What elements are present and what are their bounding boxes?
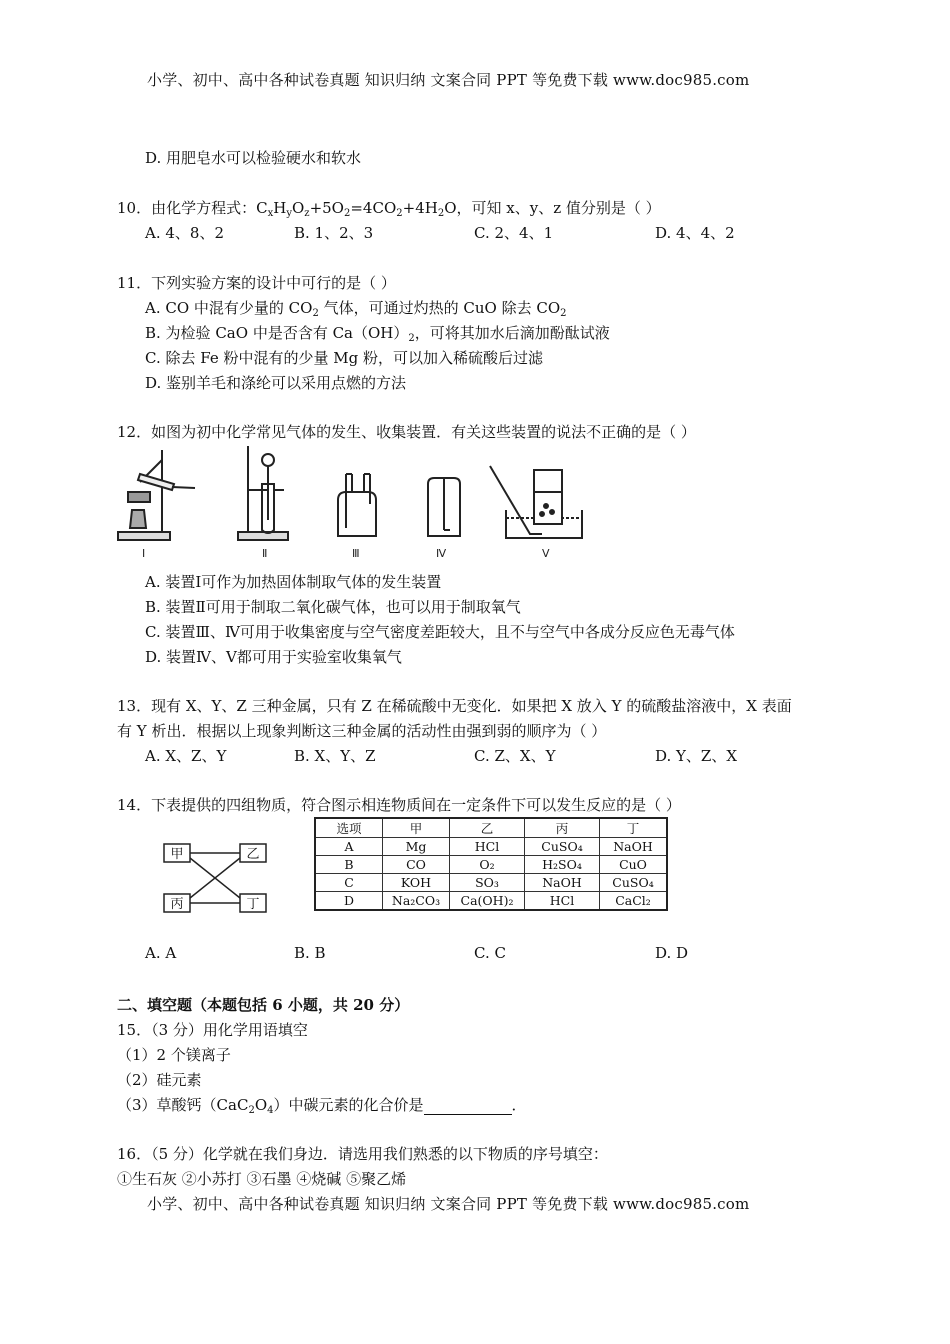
- table-cell: KOH: [383, 874, 450, 892]
- apparatus-ii-icon: [238, 446, 288, 540]
- page-header: 小学、初中、高中各种试卷真题 知识归纳 文案合同 PPT 等免费下载 www.doc985.com: [147, 71, 750, 89]
- q14-option-c: C. C: [474, 944, 506, 962]
- table-cell: HCl: [450, 838, 525, 856]
- q14-option-a: A. A: [145, 944, 177, 962]
- table-cell: C: [315, 874, 383, 892]
- table-cell: CaCl₂: [600, 892, 668, 911]
- q13-option-c: C. Z、X、Y: [474, 747, 556, 765]
- q11-option-d: D. 鉴别羊毛和涤纶可以采用点燃的方法: [145, 374, 407, 392]
- box-ding: 丁: [246, 897, 260, 912]
- q15-part-1: （1）2 个镁离子: [117, 1046, 231, 1064]
- label-iv: Ⅳ: [436, 548, 447, 560]
- table-cell: SO₃: [450, 874, 525, 892]
- table-cell: NaOH: [525, 874, 600, 892]
- table-header: 甲: [383, 818, 450, 838]
- table-cell: CuSO₄: [525, 838, 600, 856]
- q12-apparatus-figure: [110, 440, 600, 562]
- table-cell: CuO: [600, 856, 668, 874]
- q12-option-d: D. 装置Ⅳ、Ⅴ都可用于实验室收集氧气: [145, 648, 402, 666]
- table-row: [315, 838, 667, 856]
- section-2-heading: 二、填空题（本题包括 6 小题，共 20 分）: [117, 996, 410, 1014]
- q16-items: ①生石灰 ②小苏打 ③石墨 ④烧碱 ⑤聚乙烯: [117, 1170, 407, 1188]
- q14-option-b: B. B: [294, 944, 326, 962]
- table-row: [315, 892, 667, 911]
- table-cell: HCl: [525, 892, 600, 911]
- table-header: 乙: [450, 818, 525, 838]
- table-cell: H₂SO₄: [525, 856, 600, 874]
- q11-option-b: B. 为检验 CaO 中是否含有 $Ca(OH)_2$，可将其加水后滴加酚酞试液: [145, 324, 610, 344]
- apparatus-iv-icon: [428, 478, 460, 536]
- q10-option-d: D. 4、4、2: [655, 224, 735, 242]
- apparatus-i-icon: [118, 450, 195, 540]
- q13-line2: 有 Y 析出．根据以上现象判断这三种金属的活动性由强到弱的顺序为（ ）: [117, 722, 607, 740]
- apparatus-iii-icon: [338, 474, 376, 536]
- q15-stem: 15．（3 分）用化学用语填空: [117, 1021, 308, 1039]
- table-cell: A: [315, 838, 383, 856]
- table-header-row: [315, 818, 667, 838]
- q14-table: [314, 817, 668, 911]
- q10-option-c: C. 2、4、1: [474, 224, 554, 242]
- q13-line1: 13．现有 X、Y、Z 三种金属，只有 Z 在稀硫酸中无变化．如果把 X 放入 Y 的硫酸盐溶液中，X 表面: [117, 697, 792, 715]
- q16-stem: 16．（5 分）化学就在我们身边．请选用我们熟悉的以下物质的序号填空：: [117, 1145, 608, 1163]
- label-ii: Ⅱ: [262, 548, 268, 560]
- label-iii: Ⅲ: [352, 548, 360, 560]
- table-header: 丙: [525, 818, 600, 838]
- table-cell: D: [315, 892, 383, 911]
- q11-stem: 11．下列实验方案的设计中可行的是（ ）: [117, 274, 396, 292]
- table-row: [315, 856, 667, 874]
- q10-option-b: B. 1、2、3: [294, 224, 374, 242]
- q14-stem: 14．下表提供的四组物质，符合图示相连物质间在一定条件下可以发生反应的是（ ）: [117, 796, 681, 814]
- table-row: [315, 874, 667, 892]
- q10-stem: 10．由化学方程式：$C_xH_yO_z+5O_2=4CO_2+4H_2O$，可知 x、y、z 值分别是（ ）: [117, 199, 661, 219]
- q15-part-2: （2）硅元素: [117, 1071, 202, 1089]
- table-cell: B: [315, 856, 383, 874]
- table-cell: CuSO₄: [600, 874, 668, 892]
- apparatus-v-icon: [490, 466, 582, 538]
- q12-option-b: B. 装置Ⅱ可用于制取二氧化碳气体，也可以用于制取氧气: [145, 598, 521, 616]
- table-header: 丁: [600, 818, 668, 838]
- q11-option-c: C. 除去 Fe 粉中混有的少量 Mg 粉，可以加入稀硫酸后过滤: [145, 349, 543, 367]
- table-header: 选项: [315, 818, 383, 838]
- q15-part-3: （3）草酸钙$(CaC_2O_4)$中碳元素的化合价是 ．: [117, 1096, 527, 1116]
- q13-option-d: D. Y、Z、X: [655, 747, 738, 765]
- box-yi: 乙: [246, 847, 260, 862]
- q12-stem: 12．如图为初中化学常见气体的发生、收集装置．有关这些装置的说法不正确的是（ ）: [117, 423, 696, 441]
- q13-option-a: A. X、Z、Y: [145, 747, 227, 765]
- box-jia: 甲: [170, 847, 184, 862]
- q11-option-a: A. CO 中混有少量的 $CO_2$ 气体，可通过灼热的 CuO 除去 $CO_2$: [145, 299, 567, 319]
- table-cell: Ca(OH)₂: [450, 892, 525, 911]
- table-cell: Na₂CO₃: [383, 892, 450, 911]
- q9-option-d: D. 用肥皂水可以检验硬水和软水: [145, 149, 362, 167]
- q13-option-b: B. X、Y、Z: [294, 747, 376, 765]
- table-cell: CO: [383, 856, 450, 874]
- page-footer: 小学、初中、高中各种试卷真题 知识归纳 文案合同 PPT 等免费下载 www.doc985.com: [147, 1195, 750, 1213]
- table-cell: O₂: [450, 856, 525, 874]
- q10-option-a: A. 4、8、2: [145, 224, 224, 242]
- q12-option-a: A. 装置Ⅰ可作为加热固体制取气体的发生装置: [145, 573, 442, 591]
- q14-option-d: D. D: [655, 944, 689, 962]
- label-v: Ⅴ: [542, 548, 550, 560]
- table-cell: NaOH: [600, 838, 668, 856]
- box-bing: 丙: [170, 897, 184, 912]
- q14-relation-diagram: [160, 838, 270, 918]
- table-cell: Mg: [383, 838, 450, 856]
- answer-blank[interactable]: [424, 1100, 512, 1115]
- q12-option-c: C. 装置Ⅲ、Ⅳ可用于收集密度与空气密度差距较大，且不与空气中各成分反应色无毒气体: [145, 623, 735, 641]
- label-i: Ⅰ: [142, 548, 146, 560]
